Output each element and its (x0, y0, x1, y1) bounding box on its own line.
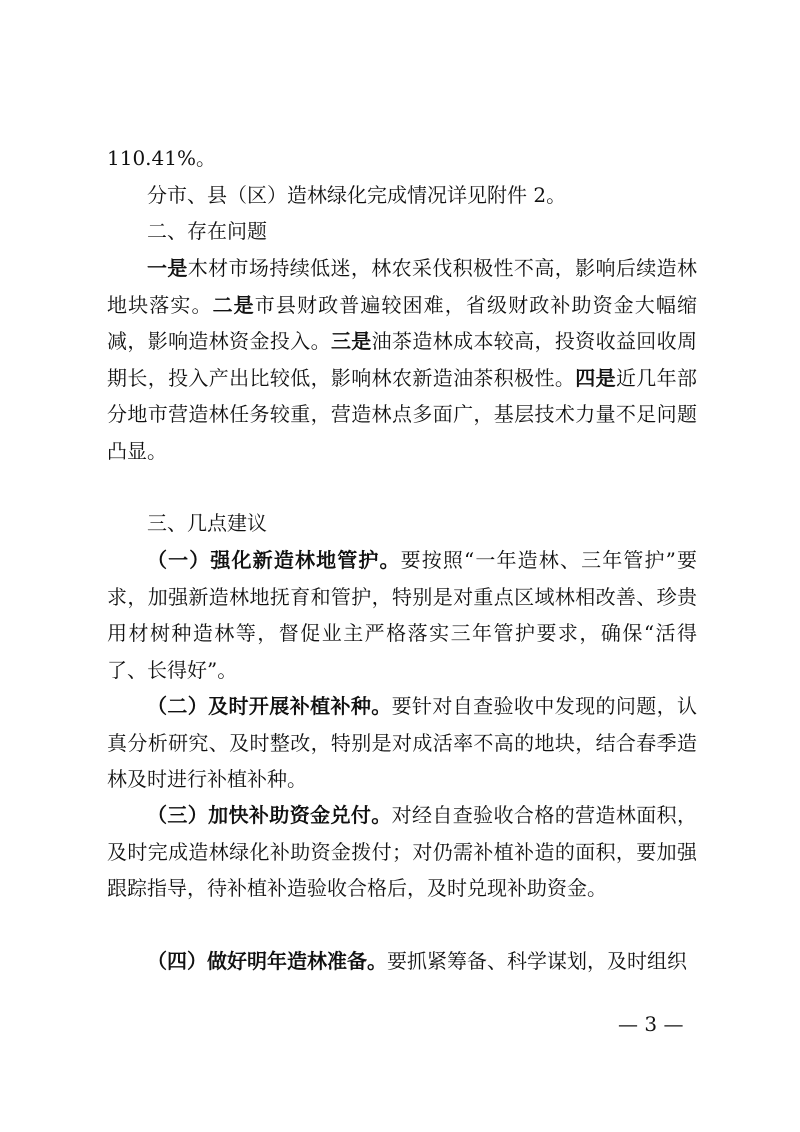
suggestion-4-text: 要抓紧筹备、科学谋划，及时组织 (387, 949, 687, 973)
bold-lead-3: 三是 (330, 329, 372, 353)
problem-text-2: 市县财政普遍较困难，省级财政补助资金大幅缩减，影响造林资金投入。 (107, 292, 698, 353)
paragraph-attachment-note: 分市、县（区）造林绿化完成情况详见附件 2。 (147, 183, 567, 207)
bold-lead-1: 一是 (147, 256, 188, 280)
suggestion-3-title: （三）加快补助资金兑付。 (147, 803, 392, 827)
paragraph-suggestion-1 (107, 542, 697, 688)
suggestion-3-text: 对经自查验收合格的营造林面积，及时完成造林绿化补助资金拨付；对仍需补植补造的面积，要加强跟踪指导，待补植补造验收合格后，及时兑现补助资金。 (107, 803, 698, 900)
suggestion-1-title: （一）强化新造林地管护。 (147, 548, 401, 572)
bold-lead-2: 二是 (212, 292, 255, 317)
paragraph-suggestion-2 (107, 688, 697, 798)
paragraph-problems (107, 250, 697, 469)
paragraph-suggestion-4 (107, 943, 697, 980)
suggestion-2-text: 要针对自查验收中发现的问题，认真分析研究、及时整改，特别是对成活率不高的地块，结合春季造林及时进行补植补种。 (107, 694, 698, 791)
bold-lead-4: 四是 (575, 365, 616, 390)
suggestion-1-text: 要按照“一年造林、三年管护”要求，加强新造林地抚育和管护，特别是对重点区域林相改善、珍贵用材树种造林等，督促业主严格落实三年管护要求，确保“活得了、长得好”。 (107, 548, 697, 682)
problem-text-3: 油茶造林成本较高，投资收益回收周期长，投入产出比较低，影响林农新造油茶积极性。 (107, 329, 698, 390)
section-heading-suggestions: 三、几点建议 (147, 511, 267, 535)
paragraph-percentage: 110.41%。 (107, 146, 216, 170)
problem-text-1: 木材市场持续低迷，林农采伐积极性不高，影响后续造林地块落实。 (107, 256, 698, 317)
suggestion-4-title: （四）做好明年造林准备。 (147, 949, 387, 973)
section-heading-problems: 二、存在问题 (147, 219, 267, 243)
suggestion-2-title: （二）及时开展补植补种。 (147, 694, 392, 718)
page-number: — 3 — (618, 1012, 684, 1036)
problem-text-4: 近几年部分地市营造林任务较重，营造林点多面广，基层技术力量不足问题凸显。 (107, 365, 698, 463)
paragraph-suggestion-3 (107, 797, 697, 907)
